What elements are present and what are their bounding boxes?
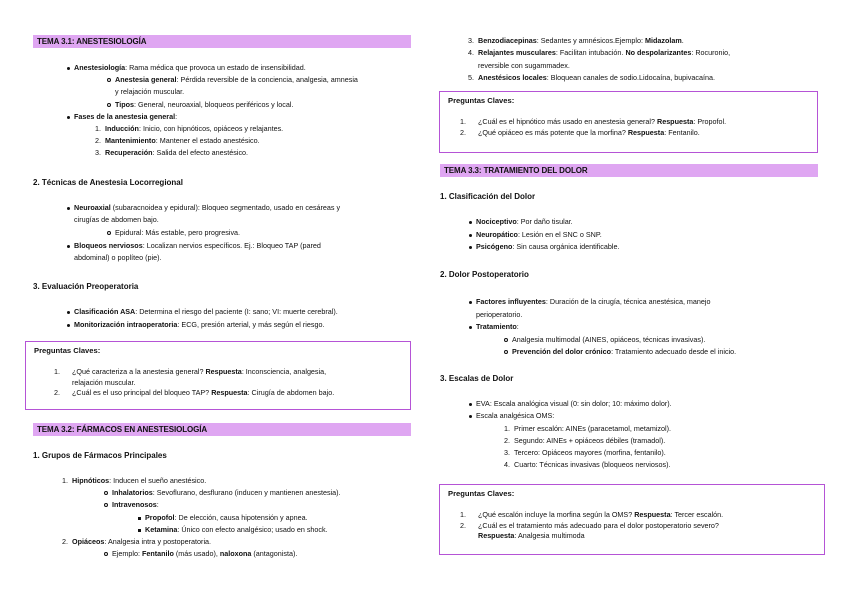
list-item [504,448,666,458]
term: Opiáceos [72,537,105,546]
definition: : Determina el riesgo del paciente (I: sano; VI: muerte cerebral). [135,307,338,316]
definition: : Analgesia intra y postoperatoria. [104,537,212,546]
list-item [74,307,338,317]
list-item [74,63,306,73]
definition: : Rocuronio, [691,48,731,57]
bullet-icon [446,297,472,307]
list-item [504,436,666,446]
subsection-title: 2. Dolor Postoperatorio [440,270,529,279]
bullet-icon [44,112,70,122]
section-title-3-1: TEMA 3.1: ANESTESIOLOGÍA [33,35,411,48]
term: Bloqueos nerviosos [74,241,143,250]
term: Mantenimiento [105,136,156,145]
term: Nociceptivo [476,217,517,226]
question-item [34,367,402,388]
answer-text: : Propofol. [693,117,727,127]
list-item [62,476,207,486]
list-number: 2. [460,127,466,137]
definition: Cuarto: Técnicas invasivas (bloqueos nerviosos). [514,460,671,469]
question-item [448,128,809,138]
colon: : [511,96,515,105]
definition: : Pérdida reversible de la conciencia, analgesia, amnesia [176,75,358,84]
list-item [112,549,297,559]
list-item [504,424,671,434]
square-bullet-icon [115,525,141,535]
list-number: 1. [504,424,510,433]
term: Clasificación ASA [74,307,136,316]
term: Tratamiento [476,322,517,331]
key-questions-box [439,91,818,153]
definition: Analgesia multimodal (AINES, opiáceos, técnicas invasivas). [512,335,706,344]
list-item [468,73,715,83]
key-questions-title [448,489,816,499]
list-number: 3. [468,36,474,45]
answer-text: : Inconsciencia, analgesia, [241,367,327,377]
definition: : Salida del efecto anestésico. [152,148,249,157]
definition: : Inducen el sueño anestésico. [109,476,207,485]
bullet-icon [44,241,70,251]
answer-label: Respuesta [205,367,242,377]
term: Benzodiacepinas [478,36,537,45]
term: Ketamina [145,525,178,534]
term: Midazolam [644,36,682,45]
circle-bullet-icon [85,100,111,110]
question-text: ¿Cuál es el uso principal del bloqueo TAP? [72,388,212,398]
subsection-title: 3. Escalas de Dolor [440,374,514,383]
term: Hipnóticos [72,476,110,485]
term: Recuperación [105,148,153,157]
definition: : Duración de la cirugía, técnica anestésica, manejo [545,297,711,306]
colon: : [511,489,515,498]
list-number: 2. [504,436,510,445]
list-item [115,228,240,238]
list-item [115,75,358,85]
circle-bullet-icon [82,549,108,559]
circle-bullet-icon [482,347,508,357]
definition: (subaracnoidea y epidural): Bloqueo segmentado, usado en cesáreas y [110,203,341,212]
subsection-title: 2. Técnicas de Anestesia Locorregional [33,178,183,187]
definition: Primer escalón: AINEs (paracetamol, metamizol). [514,424,671,433]
key-questions-title [34,346,402,356]
list-item [145,513,308,523]
answer-label: Respuesta [478,531,515,541]
term: Propofol [145,513,175,522]
colon: : [175,112,178,121]
answer-label: Respuesta [634,510,671,520]
list-number: 3. [504,448,510,457]
key-questions-label: Preguntas Claves [34,346,98,355]
bullet-icon [446,242,472,252]
list-item [74,112,177,122]
term: Inducción [105,124,139,133]
list-item [115,100,293,110]
definition: (más usado), [173,549,220,558]
definition-continuation: reversible con sugammadex. [478,61,570,70]
list-number: 4. [468,48,474,57]
term: Tipos [115,100,135,109]
circle-bullet-icon [85,75,111,85]
question-item [448,521,816,542]
list-number: 2. [460,520,466,530]
bullet-icon [446,411,472,421]
bullet-icon [446,399,472,409]
definition: Epidural: Más estable, pero progresiva. [115,228,241,237]
list-item [476,297,711,307]
answer-text: : Tercer escalón. [670,510,724,520]
bullet-icon [44,320,70,330]
bullet-icon [44,203,70,213]
definition: : Inicio, con hipnóticos, opiáceos y relajantes. [138,124,284,133]
list-number: 5. [468,73,474,82]
definition: : Tratamiento adecuado desde el inicio. [611,347,737,356]
list-number: 2. [54,388,60,398]
circle-bullet-icon [82,488,108,498]
key-questions-title [448,96,809,106]
definition: : De elección, causa hipotensión y apnea. [174,513,308,522]
definition: : Rama médica que provoca un estado de insensibilidad. [125,63,306,72]
list-number: 1. [460,510,466,520]
list-item [62,537,212,547]
definition: : Bloquean canales de sodio.Lidocaína, bupivacaína. [546,73,715,82]
subsection-title: 3. Evaluación Preoperatoria [33,282,139,291]
definition: : Sin causa orgánica identificable. [512,242,620,251]
square-bullet-icon [115,513,141,523]
definition: : Por daño tisular. [516,217,573,226]
list-item [476,399,672,409]
colon: : [516,322,519,331]
definition: : Sedantes y amnésicos.Ejemplo: [536,36,645,45]
list-item [468,36,684,46]
answer-label: Respuesta [657,117,694,127]
bullet-icon [446,217,472,227]
list-number: 2. [62,537,68,546]
list-number: 1. [460,117,466,127]
definition: : General, neuroaxial, bloqueos periféricos y local. [134,100,294,109]
bullet-icon [44,307,70,317]
list-item [95,136,260,146]
list-number: 1. [54,367,60,377]
list-item [95,124,284,134]
bullet-icon [446,230,472,240]
term: Fentanilo [141,549,174,558]
definition-continuation: abdominal) o poplíteo (pie). [74,253,162,262]
key-questions-box [25,341,411,410]
section-title-3-2: TEMA 3.2: FÁRMACOS EN ANESTESIOLOGÍA [33,423,411,436]
circle-bullet-icon [482,335,508,345]
definition: : Localizan nervios específicos. Ej.: Bloqueo TAP (pared [142,241,321,250]
question-text: ¿Cuál es el tratamiento más adecuado para el dolor postoperatorio severo? [478,520,719,530]
key-questions-box [439,484,825,555]
key-questions-label: Preguntas Claves [448,96,512,105]
colon: : [156,500,159,509]
term: Factores influyentes [476,297,546,306]
term: Psicógeno [476,242,513,251]
definition: Segundo: AINEs + opiáceos débiles (tramadol). [514,436,666,445]
answer-label: Respuesta [211,388,248,398]
key-questions-label: Preguntas Claves [448,489,512,498]
definition: : Lesión en el SNC o SNP. [517,230,602,239]
term: Relajantes musculares [478,48,556,57]
section-title-3-3: TEMA 3.3: TRATAMIENTO DEL DOLOR [440,164,818,177]
definition: Ejemplo: [112,549,142,558]
colon: : [97,346,101,355]
question-text: ¿Cuál es el hipnótico más usado en anestesia general? [478,117,657,127]
subsection-title: 1. Grupos de Fármacos Principales [33,451,167,460]
term: Intravenosos [112,500,157,509]
term: No despolarizantes [625,48,692,57]
definition-continuation: cirugías de abdomen bajo. [74,215,159,224]
answer-text: relajación muscular. [72,377,136,387]
circle-bullet-icon [82,500,108,510]
definition: EVA: Escala analógica visual (0: sin dolor; 10: máximo dolor). [476,399,672,408]
answer-text: : Fentanilo. [664,127,700,137]
list-item [512,335,705,345]
question-text: ¿Qué opiáceo es más potente que la morfina? [478,127,628,137]
definition: : ECG, presión arterial, y más según el riesgo. [177,320,325,329]
definition: : Sevoflurano, desflurano (inducen y mantienen anestesia). [152,488,341,497]
circle-bullet-icon [85,228,111,238]
list-item [145,525,328,535]
list-item [74,320,324,330]
term: Fases de la anestesia general [74,112,176,121]
term: Prevención del dolor crónico [512,347,612,356]
list-item [74,241,321,251]
term: Anestesia general [115,75,177,84]
list-number: 1. [95,124,101,133]
term: Neuroaxial [74,203,111,212]
list-item [476,322,519,332]
list-number: 2. [95,136,101,145]
definition-continuation: perioperatorio. [476,310,523,319]
bullet-icon [446,322,472,332]
list-number: 3. [95,148,101,157]
definition: : Facilitan intubación. [555,48,626,57]
answer-label: Respuesta [627,127,665,137]
list-item [468,48,731,58]
list-number: 4. [504,460,510,469]
list-item [476,230,602,240]
definition: : Mantener el estado anestésico. [155,136,260,145]
definition: : Único con efecto analgésico; usado en shock. [177,525,328,534]
question-item [34,388,402,398]
answer-text: : Analgesia multimoda [514,531,585,541]
term: Anestésicos locales [478,73,547,82]
definition: Tercero: Opiáceos mayores (morfina, fentanilo). [514,448,666,457]
question-item [448,510,816,520]
list-item [112,500,159,510]
list-item [74,203,340,213]
subsection-title: 1. Clasificación del Dolor [440,192,536,201]
term: Anestesiología [74,63,126,72]
punctuation: . [681,36,684,45]
list-item [476,411,554,421]
definition-continuation: y relajación muscular. [115,87,185,96]
question-item [448,117,809,127]
list-item [112,488,341,498]
list-item [95,148,249,158]
list-number: 1. [62,476,68,485]
term: Neuropático [476,230,518,239]
answer-text: : Cirugía de abdomen bajo. [247,388,335,398]
list-item [476,242,619,252]
question-text: ¿Qué escalón incluye la morfina según la OMS? [478,510,635,520]
term: naloxona [219,549,252,558]
term: Inhalatorios [112,488,153,497]
list-item [512,347,736,357]
list-item [504,460,671,470]
list-item [476,217,573,227]
definition: (antagonista). [251,549,298,558]
question-text: ¿Qué caracteriza a la anestesia general? [72,367,206,377]
bullet-icon [44,63,70,73]
term: Monitorización intraoperatoria [74,320,178,329]
definition: Escala analgésica OMS: [476,411,555,420]
